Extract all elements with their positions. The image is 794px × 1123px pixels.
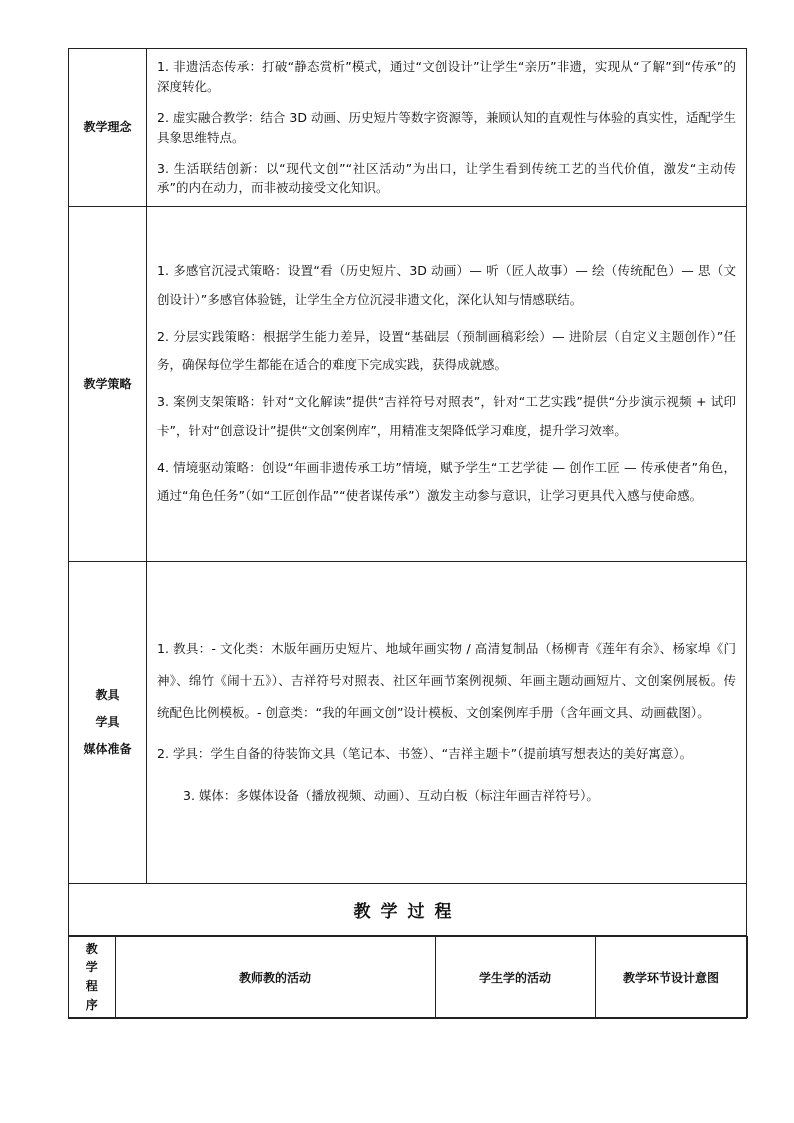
strategy-item: 3. 案例支架策略：针对“文化解读”提供“吉祥符号对照表”，针对“工艺实践”提供“分步演示视频 + 试印卡”，针对“创意设计”提供“文创案例库”，用精准支架降低学习难度，提升学习效率。 [157, 394, 736, 438]
header-student-activity: 学生学的活动 [435, 937, 595, 1018]
label-teaching-aids: 教具 [95, 688, 120, 703]
label-learning-aids: 学具 [95, 715, 120, 730]
media-item: 3. 媒体：多媒体设备（播放视频、动画）、互动白板（标注年画吉祥符号）。 [183, 788, 599, 804]
media-item: 2. 学具：学生自备的待装饰文具（笔记本、书签）、“吉祥主题卡”（提前填写想表达的美好寓意）。 [157, 746, 693, 762]
teaching-idea-content [147, 49, 747, 207]
teaching-idea-row [69, 49, 747, 207]
procedure-char: 序 [85, 997, 98, 1012]
header-procedure [69, 937, 115, 1018]
procedure-char: 程 [85, 979, 98, 993]
teaching-strategy-content [147, 207, 747, 562]
header-teacher-activity: 教师教的活动 [115, 937, 435, 1018]
idea-item: 3. 生活联结创新：以“现代文创”“社区活动”为出口，让学生看到传统工艺的当代价值，激发“主动传承”的内在动力，而非被动接受文化知识。 [157, 160, 736, 196]
media-preparation-content [147, 562, 747, 884]
header-design-intent: 教学环节设计意图 [595, 937, 747, 1018]
strategy-item: 1. 多感官沉浸式策略：设置“看（历史短片、3D 动画）— 听（匠人故事）— 绘（传统配色）— 思（文创设计）”多感官体验链，让学生全方位沉浸非遗文化，深化认知与情感联结。 [157, 263, 736, 307]
teaching-idea-label: 教学理念 [69, 49, 147, 207]
strategy-item: 4. 情境驱动策略：创设“年画非遗传承工坊”情境，赋予学生“工艺学徒 — 创作工匠 — 传承使者”角色，通过“角色任务”（如“工匠创作品”“使者谋传承”）激发主动参与意识，让学习更具代入感与使命感。 [157, 459, 736, 504]
process-header-grid [69, 936, 748, 1018]
media-item: 1. 教具：- 文化类：木版年画历史短片、地域年画实物 / 高清复制品（杨柳青《莲年有余》、杨家埠《门神》、绵竹《闹十五》）、吉祥符号对照表、社区年画节案例视频、年画主题动画短片、文创案例展板。传统配色比例模板。- 创意类：“我的年画文创”设计模板、文创案例库手册（含年画文具、动画截图）。 [157, 640, 736, 720]
strategy-item: 2. 分层实践策略：根据学生能力差异，设置“基础层（预制画稿彩绘）— 进阶层（自定义主题创作）”任务，确保每位学生都能在适合的难度下完成实践，获得成就感。 [157, 328, 736, 373]
idea-item: 2. 虚实融合教学：结合 3D 动画、历史短片等数字资源等，兼顾认知的直观性与体验的真实性，适配学生具象思维特点。 [157, 110, 736, 145]
label-media-prep: 媒体准备 [83, 741, 132, 756]
media-preparation-row [69, 562, 747, 884]
teaching-strategy-label: 教学策略 [69, 207, 147, 562]
procedure-char: 教 [85, 941, 98, 956]
teaching-strategy-row [69, 207, 747, 562]
media-preparation-label [69, 562, 147, 884]
idea-item: 1. 非遗活态传承：打破“静态赏析”模式，通过“文创设计”让学生“亲历”非遗，实现从“了解”到“传承”的深度转化。 [157, 59, 736, 94]
teaching-process-header-cell [69, 936, 747, 1019]
teaching-process-header-row [69, 936, 747, 1019]
lesson-plan-table [68, 48, 747, 1019]
procedure-char: 学 [85, 960, 98, 975]
teaching-process-title-row [69, 884, 747, 936]
teaching-process-title: 教学过程 [69, 884, 747, 936]
